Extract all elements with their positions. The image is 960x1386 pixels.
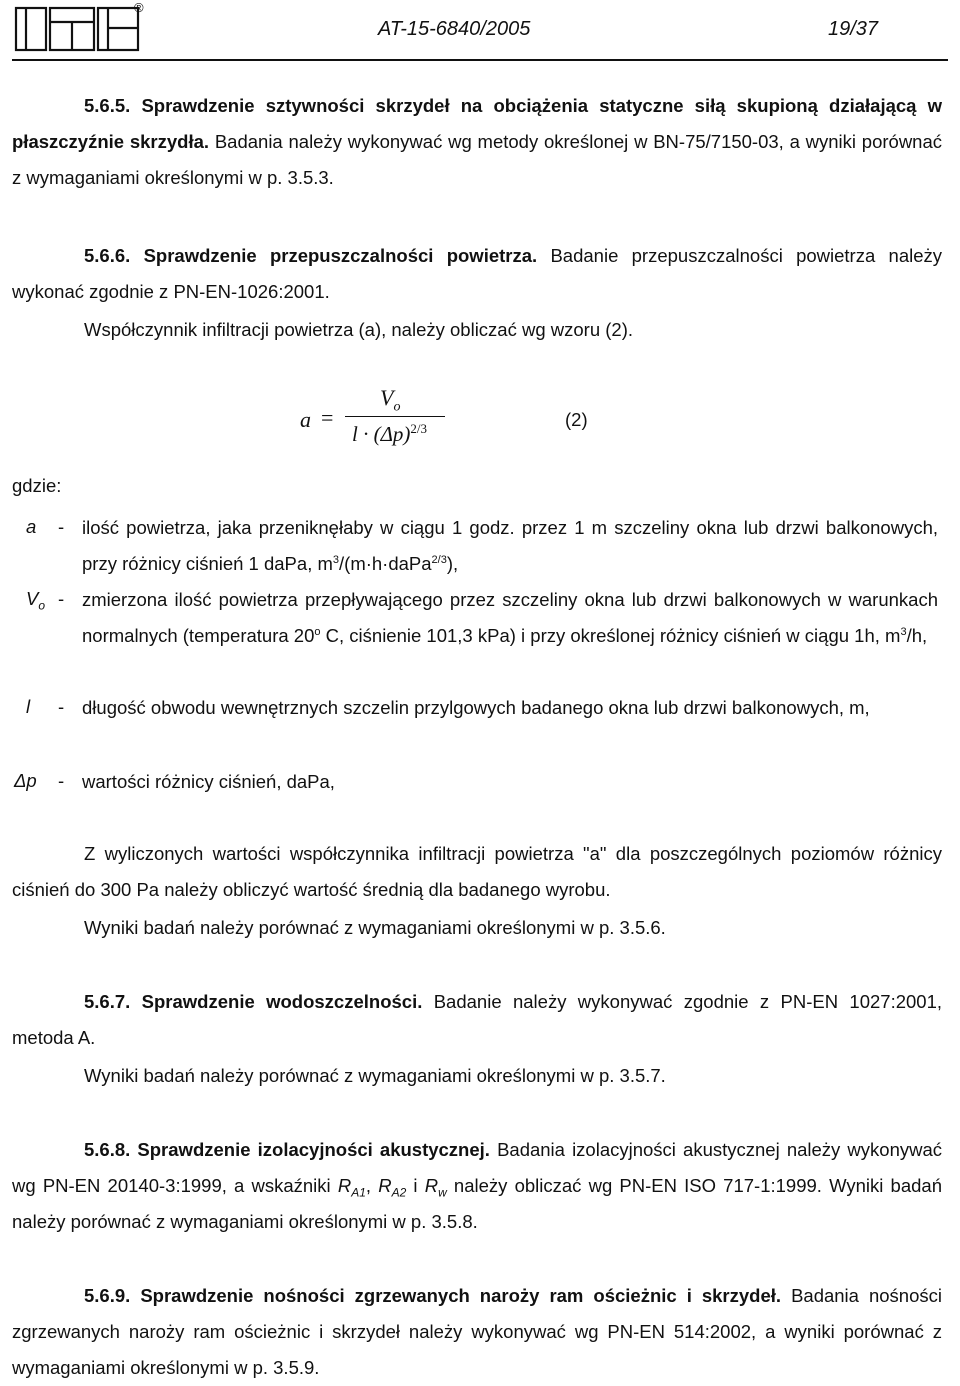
formula-equals: = <box>321 405 334 430</box>
section-number: 5.6.5. <box>84 95 131 116</box>
results-3-5-7: Wyniki badań należy porównać z wymaganiami określonymi w p. 3.5.7. <box>84 1065 666 1086</box>
def-text-a: ilość powietrza, jaka przeniknęłaby w ciągu 1 godz. przez 1 m szczeliny okna lub drzwi balkonowych, przy różnicy ciśnień 1 daPa, $m^3/(m\cdot h\cdot daPa^{2/3})$, <box>82 517 938 574</box>
page-header <box>0 0 960 70</box>
header-divider <box>12 59 948 61</box>
section-title: Sprawdzenie nośności zgrzewanych naroży ram ościeżnic i skrzydeł. <box>140 1285 782 1306</box>
section-text-formula-intro: Współczynnik infiltracji powietrza (a), należy obliczać wg wzoru (2). <box>84 319 634 340</box>
results-3-5-6: Wyniki badań należy porównać z wymaganiami określonymi w p. 3.5.6. <box>84 917 666 938</box>
def-symbol-a: a <box>26 516 37 537</box>
gdzie-label: gdzie: <box>12 475 62 496</box>
document-id: AT-15-6840/2005 <box>378 18 531 40</box>
formula-lhs: a <box>300 407 311 432</box>
def-symbol-dp: Δp <box>14 770 37 791</box>
section-text: Badanie przepuszczalności powietrza należy wykonać zgodnie z PN-EN-1026:2001. <box>12 245 943 302</box>
section-number: 5.6.9. <box>84 1285 131 1306</box>
paragraph-average: Z wyliczonych wartości współczynnika infiltracji powietrza "a" dla poszczególnych poziomów różnicy ciśnień do 300 Pa należy obliczyć wartość średnią dla badanego wyrobu. <box>12 843 942 900</box>
def-dash: - <box>58 588 65 609</box>
section-5-6-5 <box>12 88 942 196</box>
section-5-6-9 <box>12 1278 942 1386</box>
def-dash: - <box>58 516 65 537</box>
page-number: 19/37 <box>828 18 879 40</box>
section-number: 5.6.6. <box>84 245 131 266</box>
formula-number: (2) <box>565 409 588 430</box>
def-text-l: długość obwodu wewnętrznych szczelin przylgowych badanego okna lub drzwi balkonowych, m, <box>82 697 870 718</box>
section-number: 5.6.7. <box>84 991 131 1012</box>
def-text-vo: zmierzona ilość powietrza przepływającego przez szczeliny okna lub drzwi balkonowych w warunkach normalnych (temperatura 20$^o$ C, ciśnienie 101,3 kPa) i przy określonej różnicy ciśnień w ciągu 1h, $m^3/h$, <box>82 589 938 646</box>
section-5-6-8: 5.6.8. Sprawdzenie izolacyjności akustycznej. Badania izolacyjności akustycznej należy wykonywać wg PN-EN 20140-3:1999, a wskaźniki $R_{A1}$, $R_{A2}$ i $R_w$ należy obliczać wg PN-EN ISO 717-1:1999. Wyniki badań należy porównać z wymaganiami określonymi w p. 3.5.8. <box>12 1139 943 1232</box>
section-text: Badania należy wykonywać wg metody określonej w BN-75/7150-03, a wyniki porównać z wymaganiami określonymi w p. 3.5.3. <box>12 131 943 188</box>
def-symbol-vo: $V_o$ <box>26 588 46 613</box>
section-text: Badania nośności zgrzewanych naroży ram ościeżnic i skrzydeł należy wykonywać wg PN-EN 514:2002, a wyniki porównać z wymaganiami określonymi w p. 3.5.9. <box>12 1285 942 1378</box>
section-title: Sprawdzenie izolacyjności akustycznej. <box>137 1139 490 1160</box>
section-5-6-7 <box>12 984 942 1056</box>
formula-fraction-bar <box>345 416 445 417</box>
def-text-dp: wartości różnicy ciśnień, daPa, <box>82 771 335 792</box>
section-text: Badanie należy wykonywać zgodnie z PN-EN 1027:2001, metoda A. <box>12 991 943 1048</box>
def-symbol-l: l <box>26 696 31 717</box>
formula-numerator: $V_o$ <box>380 385 401 415</box>
formula-2 <box>0 385 960 465</box>
section-title: Sprawdzenie sztywności skrzydeł na obciążenia statyczne siłą skupioną działającą w płaszczyźnie skrzydła. <box>12 95 943 152</box>
section-title: Sprawdzenie wodoszczelności. <box>141 991 423 1012</box>
section-5-6-6 <box>12 238 942 310</box>
formula-denominator: $l \cdot (\Delta p)^{2/3}$ <box>352 421 428 446</box>
registered-mark: ® <box>134 0 144 15</box>
section-title: Sprawdzenie przepuszczalności powietrza. <box>143 245 538 266</box>
def-dash: - <box>58 770 65 791</box>
itb-logo-icon <box>14 6 142 52</box>
section-number: 5.6.8. <box>84 1139 131 1160</box>
def-dash: - <box>58 696 65 717</box>
